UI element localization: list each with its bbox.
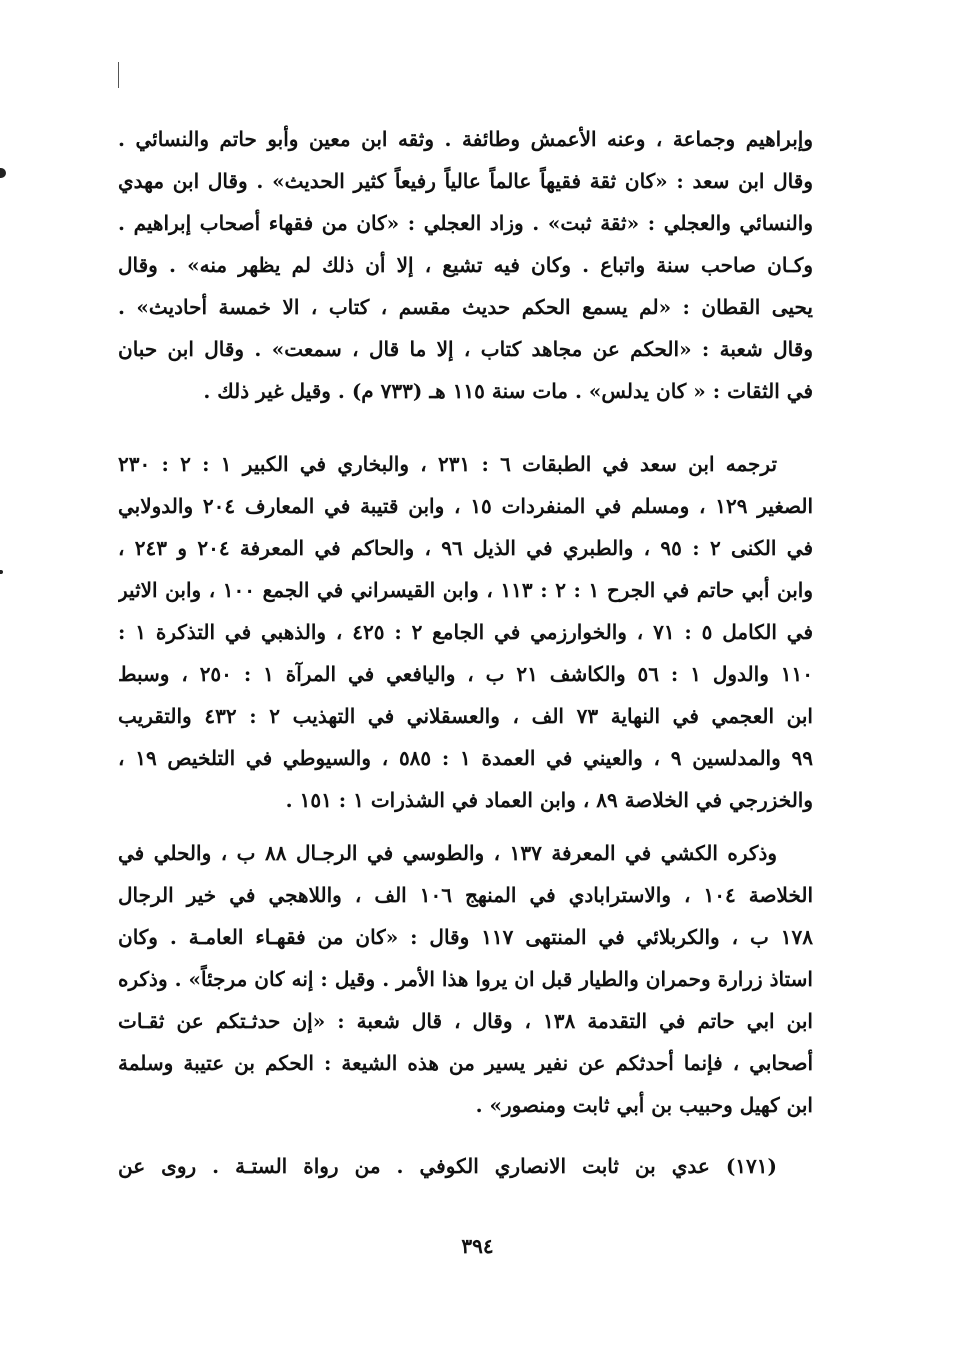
text-line: استاذ زرارة وحمران والطيار قبل ان يروا هذا الأمر . وقيل : إنه كان مرجئاً» . وذكره: [118, 967, 813, 991]
text-line: في الكنى ٢ : ٩٥ ، والطبري في الذيل ٩٦ ، والحاكم في المعرفة ٢٠٤ و ٢٤٣ ،: [118, 536, 813, 560]
page-number: ٣٩٤: [461, 1234, 494, 1258]
text-line: والنسائي والعجلي : «ثقة ثبت» . وزاد العجلي : «كان من فقهاء أصحاب إبراهيم .: [118, 211, 813, 235]
text-line: ابن العجمي في النهاية ٧٣ الف ، والعسقلاني في التهذيب ٢ : ٤٣٢ والتقريب: [118, 704, 813, 728]
text-line: وقال شعبة : «الحكم عن مجاهد كتاب ، إلا ما قال ، سمعت» . وقال ابن حبان: [118, 337, 813, 361]
paragraph-sources: [118, 443, 813, 821]
text-line: الصغير ١٢٩ ، ومسلم في المنفردات ١٥ ، وابن قتيبة في المعارف ٢٠٤ والدولابي: [118, 494, 813, 518]
text-line: وابن أبي حاتم في الجرح ١ : ٢ : ١١٣ ، وابن القيسراني في الجمع ١٠٠ ، وابن الاثير: [118, 578, 813, 602]
text-line: في الكامل ٥ : ٧١ ، والخوارزمي في الجامع ٢ : ٤٢٥ ، والذهبي في التذكرة ١ :: [118, 620, 813, 644]
crop-mark: [118, 62, 119, 88]
text-line: ١٧٨ ب ، والكربلائي في المنتهى ١١٧ وقال : «كان من فقهـاء العامـة . وكان: [118, 925, 813, 949]
text-line: (١٧١) عدي بن ثابت الانصاري الكوفي . من رواة الستـة . روى عن: [118, 1154, 777, 1178]
text-line: الخلاصة ١٠٤ ، والاسترابادي في المنهج ١٠٦ الف ، واللاهجي في خير الرجال: [118, 883, 813, 907]
text-line: وإبراهيم وجماعة ، وعنه الأعمش وطائفة . وثقه ابن معين وأبو حاتم والنسائي .: [118, 127, 813, 151]
text-line: ترجمه ابن سعد في الطبقات ٦ : ٢٣١ ، والبخاري في الكبير ١ : ٢ : ٢٣٠: [118, 452, 778, 476]
text-line: ١١٠ والدول ١ : ٥٦ والكاشف ٢١ ب ، واليافعي في المرآة ١ : ٢٥٠ ، وسبط: [118, 662, 813, 686]
edge-mark: [0, 168, 6, 178]
text-line: وذكره الكشي في المعرفة ١٣٧ ، والطوسي في الرجـال ٨٨ ب ، والحلي في: [118, 841, 778, 865]
edge-mark: [0, 570, 3, 574]
text-line: ٩٩ والمدلسين ٩ ، والعيني في العمدة ١ : ٥٨٥ ، والسيوطي في التلخيص ١٩ ،: [118, 746, 813, 770]
text-line: وقال ابن سعد : «كان ثقة فقيهاً عالماً عالياً رفيعاً كثير الحديث» . وقال ابن مهدي: [118, 169, 813, 193]
text-line: ابن ابي حاتم في التقدمة ١٣٨ ، وقال ، قال شعبة : «إن حدثـتكم عن ثقـات: [118, 1009, 813, 1033]
paragraph-biography: [118, 118, 813, 412]
text-line: في الثقات : « كان يدلس» . مات سنة ١١٥ هـ (٧٣٣ م) . وقيل غير ذلك .: [203, 379, 813, 403]
paragraph-entry-171: [118, 1145, 813, 1187]
paragraph-shia-sources: [118, 832, 813, 1126]
text-line: وكـان صاحب سنة واتباع . وكان فيه تشيع ، إلا أن ذلك لم يظهر منه» . وقال: [118, 253, 813, 277]
text-line: يحيى القطان : «لم يسمع الحكم حديث مقسم ، كتاب ، الا خمسة أحاديث» .: [118, 295, 813, 319]
text-line: أصحابي ، فإنما أحدثكم عن نفير يسير من هذه الشيعة : الحكم بن عتيبة وسلمة: [118, 1051, 813, 1075]
text-line: ابن كهيل وحبيب بن أبي ثابت ومنصور» .: [475, 1093, 813, 1117]
text-line: والخزرجي في الخلاصة ٨٩ ، وابن العماد في الشذرات ١ : ١٥١ .: [285, 788, 813, 812]
